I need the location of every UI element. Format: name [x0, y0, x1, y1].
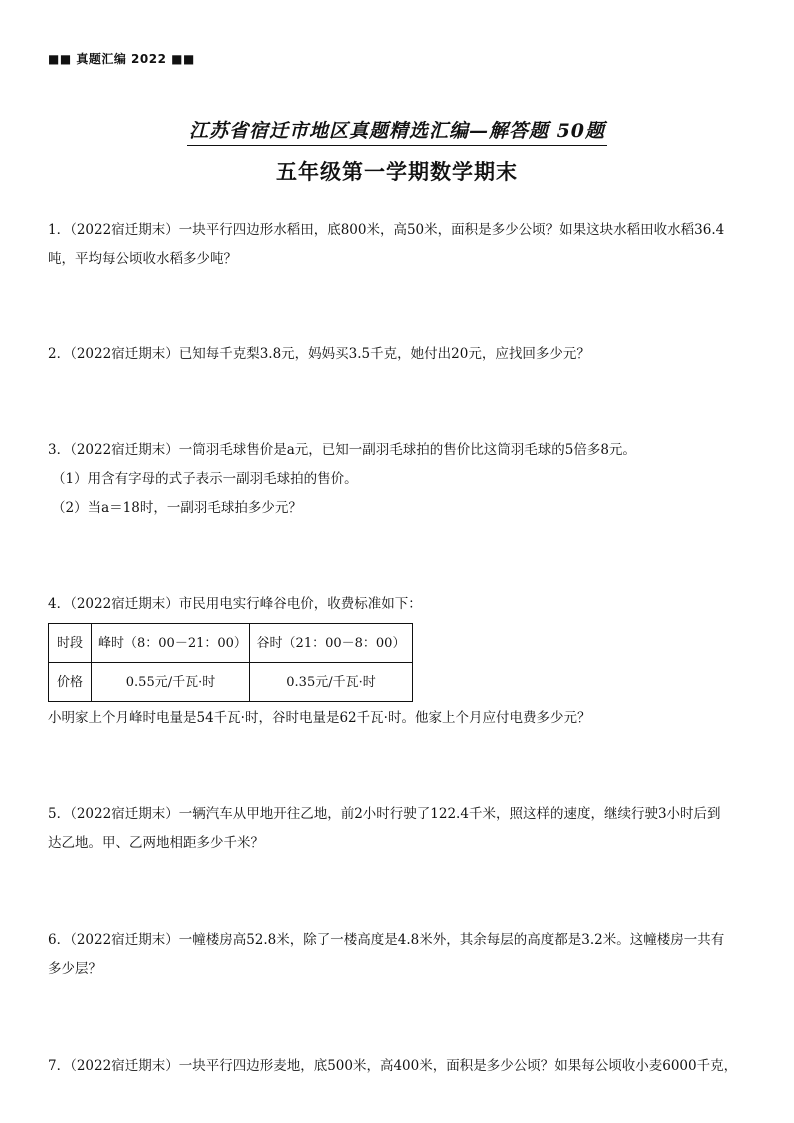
question-4: [48, 590, 758, 733]
question-text: 一块平行四边形麦地，底500米，高400米，面积是多少公顷？如果每公顷收小麦6000千克，: [178, 1058, 738, 1074]
question-source: （2022宿迁期末）: [70, 1058, 179, 1074]
table-cell: 0.35元/千瓦·时: [250, 663, 413, 702]
table-cell: 价格: [49, 663, 92, 702]
question-number: 3: [48, 442, 57, 458]
price-table: [48, 623, 413, 702]
table-cell: 峰时（8：00－21：00）: [92, 624, 250, 663]
question-number: 1: [48, 222, 57, 238]
sub-title: 五年级第一学期数学期末: [276, 159, 518, 184]
question-text: 已知每千克梨3.8元，妈妈买3.5千克，她付出20元，应找回多少元？: [178, 346, 590, 362]
question-5-continued: 达乙地。甲、乙两地相距多少千米？: [48, 835, 264, 851]
question-7: [48, 1052, 758, 1081]
question-text: 一幢楼房高52.8米，除了一楼高度是4.8米外，其余每层的高度都是3.2米。这幢楼房一共有: [178, 932, 725, 948]
question-source: （2022宿迁期末）: [70, 932, 179, 948]
question-number: 5: [48, 806, 57, 822]
question-number: 4: [48, 596, 57, 612]
question-3-part-2: （2）当a＝18时，一副羽毛球拍多少元？: [52, 500, 302, 516]
question-1: [48, 216, 758, 274]
question-5-line: 5．（2022宿迁期末）一辆汽车从甲地开往乙地，前2小时行驶了122.4千米，照这样的速度，继续行驶3小时后到: [48, 806, 721, 822]
question-source: （2022宿迁期末）: [70, 442, 179, 458]
table-cell: 谷时（21：00－8：00）: [250, 624, 413, 663]
question-3: [48, 436, 758, 523]
question-text: 一筒羽毛球售价是a元，已知一副羽毛球拍的售价比这筒羽毛球的5倍多8元。: [178, 442, 636, 458]
question-4-after: 小明家上个月峰时电量是54千瓦·时，谷时电量是62千瓦·时。他家上个月应付电费多少元？: [48, 710, 591, 726]
question-source: （2022宿迁期末）: [70, 346, 179, 362]
question-source: （2022宿迁期末）: [70, 806, 179, 822]
question-1-continued: 吨，平均每公顷收水稻多少吨？: [48, 251, 237, 267]
question-2-line: 2．（2022宿迁期末）已知每千克梨3.8元，妈妈买3.5千克，她付出20元，应找回多少元？: [48, 346, 590, 362]
question-6: [48, 926, 758, 984]
question-source: （2022宿迁期末）: [70, 596, 179, 612]
table-cell: 时段: [49, 624, 92, 663]
table-row: [49, 624, 413, 663]
question-3-part-1: （1）用含有字母的式子表示一副羽毛球拍的售价。: [52, 471, 358, 487]
question-text: 市民用电实行峰谷电价，收费标准如下：: [178, 596, 422, 612]
question-number: 2: [48, 346, 57, 362]
main-title: 江苏省宿迁市地区真题精选汇编—解答题 50题: [187, 116, 607, 146]
table-row: [49, 663, 413, 702]
question-1-line: 1．（2022宿迁期末）一块平行四边形水稻田，底800米，高50米，面积是多少公顷？如果这块水稻田收水稻36.4: [48, 222, 725, 238]
question-source: （2022宿迁期末）: [70, 222, 179, 238]
question-number: 6: [48, 932, 57, 948]
question-6-line: 6．（2022宿迁期末）一幢楼房高52.8米，除了一楼高度是4.8米外，其余每层的高度都是3.2米。这幢楼房一共有: [48, 932, 725, 948]
table-cell: 0.55元/千瓦·时: [92, 663, 250, 702]
question-3-line: 3．（2022宿迁期末）一筒羽毛球售价是a元，已知一副羽毛球拍的售价比这筒羽毛球的5倍多8元。: [48, 442, 636, 458]
question-7-line: 7．（2022宿迁期末）一块平行四边形麦地，底500米，高400米，面积是多少公顷？如果每公顷收小麦6000千克，: [48, 1058, 738, 1074]
question-text: 一辆汽车从甲地开往乙地，前2小时行驶了122.4千米，照这样的速度，继续行驶3小时后到: [178, 806, 721, 822]
main-title-wrap: [0, 116, 794, 146]
question-6-continued: 多少层？: [48, 961, 102, 977]
question-text: 一块平行四边形水稻田，底800米，高50米，面积是多少公顷？如果这块水稻田收水稻36.4: [178, 222, 725, 238]
question-5: [48, 800, 758, 858]
question-2: [48, 340, 758, 369]
question-4-line: 4．（2022宿迁期末）市民用电实行峰谷电价，收费标准如下：: [48, 596, 422, 612]
question-number: 7: [48, 1058, 57, 1074]
header-tag: ■■ 真题汇编 2022 ■■: [48, 52, 195, 66]
